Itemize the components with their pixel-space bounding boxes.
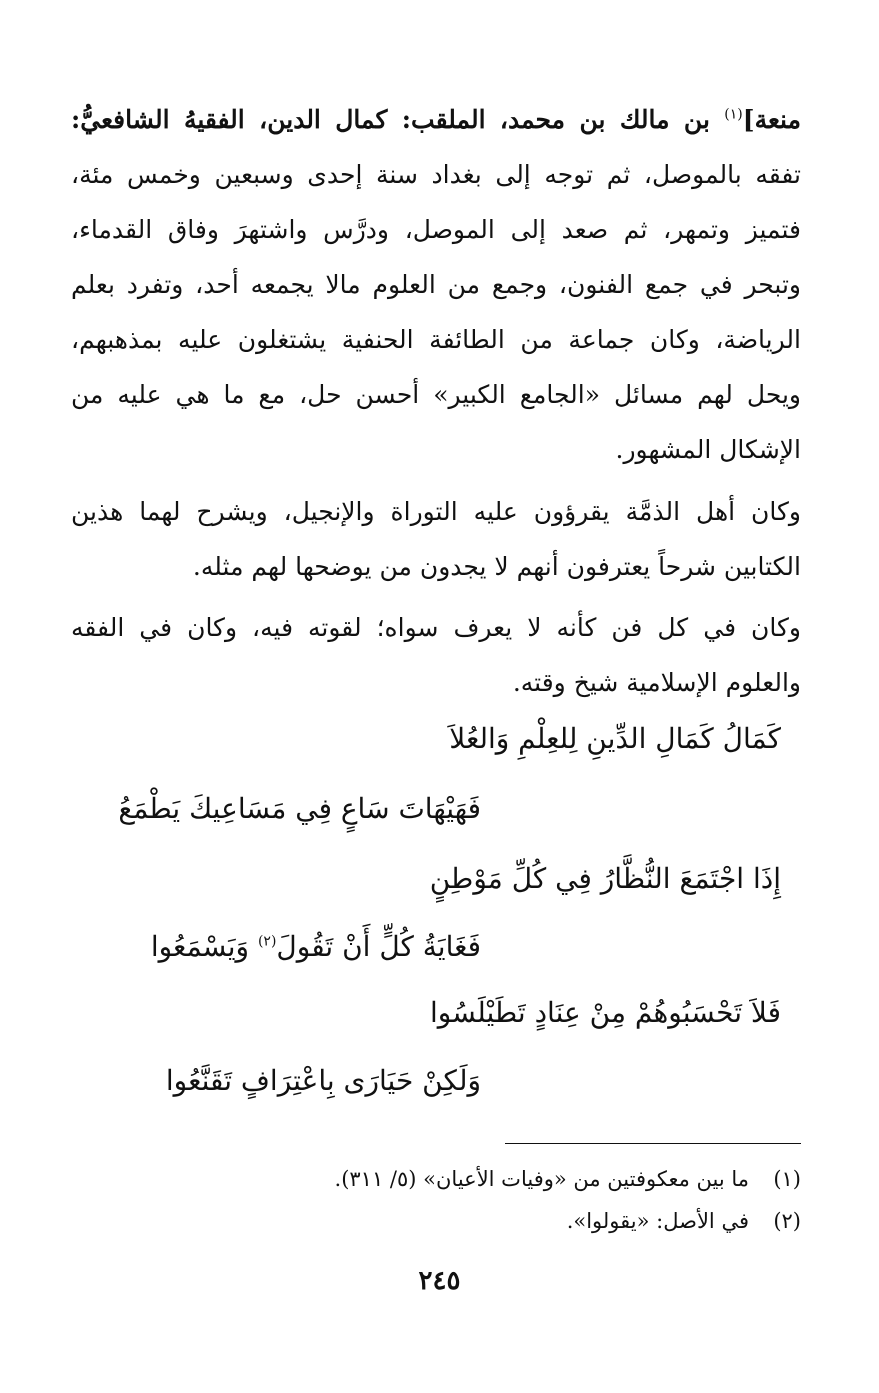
paragraph-3-line-1: وكان في كل فن كأنه لا يعرف سواه؛ لقوته فيه، وكان في الفقه [71, 613, 801, 642]
footnote-2-number: (٢) [773, 1209, 801, 1233]
entry-name-open: منعة] [742, 105, 801, 134]
paragraph-3 [71, 600, 801, 710]
entry-name-rest: بن مالك بن محمد، الملقب: كمال الدين، الفقيهُ الشافعيُّ: [71, 105, 725, 134]
page-number: ٢٤٥ [418, 1266, 461, 1296]
paragraph-1 [71, 92, 801, 477]
paragraph-2-line-2: الكتابين شرحاً يعترفون أنهم لا يجدون من يوضحها لهم مثله. [192, 552, 801, 581]
verse-3-second-hemistich: وَلَكِنْ حَيَارَى بِاعْتِرَافٍ تَقَنَّعُوا [165, 1064, 481, 1097]
footnote-2 [71, 1200, 801, 1242]
verse-2-second-hemistich-a: فَغَايَةُ كُلٍّ أَنْ تَقُولَ [276, 930, 481, 963]
verse-1-second-hemistich: فَهَيْهَاتَ سَاعٍ فِي مَسَاعِيكَ يَطْمَعُ [118, 792, 481, 825]
footnote-ref-2: (٢) [257, 933, 277, 950]
paragraph-1-line-1 [71, 92, 801, 147]
paragraph-2 [71, 484, 801, 594]
paragraph-1-line-6: ويحل لهم مسائل «الجامع الكبير» أحسن حل، مع ما هي عليه من [71, 380, 801, 409]
footnote-1-number: (١) [773, 1167, 801, 1191]
footnote-divider [505, 1143, 801, 1144]
verse-2-first-hemistich: إِذَا اجْتَمَعَ النُّظَّارُ فِي كُلِّ مَوْطِنٍ [429, 862, 781, 895]
paragraph-1-line-3: فتميز وتمهر، ثم صعد إلى الموصل، ودرَّس واشتهرَ وفاق القدماء، [71, 215, 801, 244]
paragraph-1-line-4: وتبحر في جمع الفنون، وجمع من العلوم مالا يجمعه أحد، وتفرد بعلم [71, 270, 801, 299]
verse-3-first-hemistich: فَلاَ تَحْسَبُوهُمْ مِنْ عِنَادٍ تَطَيْلَسُوا [429, 996, 781, 1029]
verse-2-second-hemistich [151, 930, 481, 963]
paragraph-1-line-5: الرياضة، وكان جماعة من الطائفة الحنفية يشتغلون عليه بمذهبهم، [71, 325, 801, 354]
footnotes [71, 1158, 801, 1242]
paragraph-3-line-2: والعلوم الإسلامية شيخ وقته. [512, 668, 801, 697]
footnote-2-text: في الأصل: «يقولوا». [566, 1209, 749, 1233]
verse-1-first-hemistich: كَمَالُ كَمَالِ الدِّينِ لِلعِلْمِ وَالعُلاَ [449, 722, 781, 755]
paragraph-2-line-1: وكان أهل الذمَّة يقرؤون عليه التوراة والإنجيل، ويشرح لهما هذين [71, 497, 801, 526]
footnote-ref-1: (١) [724, 106, 743, 123]
paragraph-1-line-7: الإشكال المشهور. [615, 435, 801, 464]
footnote-1 [71, 1158, 801, 1200]
verse-2-second-hemistich-b: وَيَسْمَعُوا [150, 930, 258, 963]
paragraph-1-line-2: تفقه بالموصل، ثم توجه إلى بغداد سنة إحدى وسبعين وخمس مئة، [71, 160, 801, 189]
footnote-1-text: ما بين معكوفتين من «وفيات الأعيان» (٥/ ٣١١). [334, 1167, 749, 1191]
